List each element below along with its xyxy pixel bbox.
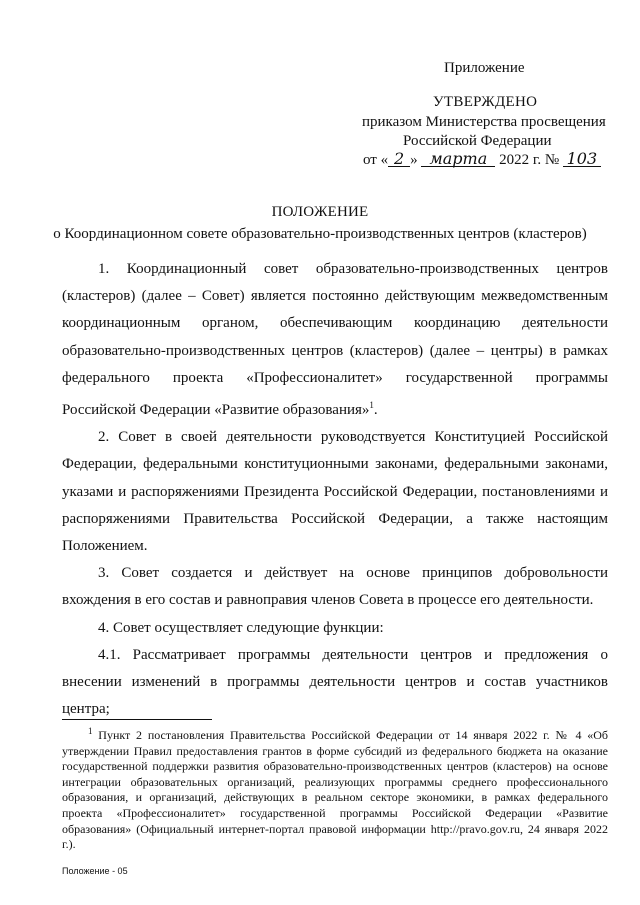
paragraph-1-text: 1. Координационный совет образовательно-производственных центров (кластеров) (далее – Совет) является постоянно действующим межведомственным координационным органом, обеспечивающим координацию деятельности образовательно-производственных центров (кластеров) (далее – центры) в рамках федерального проекта «Профессионалитет» государственной программы Российской Федерации «Развитие образования» <box>62 261 608 419</box>
order-issuer-line: приказом Министерства просвещения <box>362 114 606 130</box>
paragraph-4: 4. Совет осуществляет следующие функции: <box>98 619 384 636</box>
appendix-label: Приложение <box>444 60 525 76</box>
document-subtitle: о Координационном совете образовательно-производственных центров (кластеров) <box>53 226 587 242</box>
footnote <box>62 724 608 853</box>
approved-stamp-text: УТВЕРЖДЕНО <box>433 94 538 110</box>
footnote-separator <box>62 719 212 720</box>
footnote-reference: 1 <box>369 400 374 411</box>
paragraph-4-1: 4.1. Рассматривает программы деятельности центров и предложения о внесении изменений в программы деятельности центров и состав участников центра; <box>62 646 608 718</box>
date-year: 2022 г. № <box>499 152 560 168</box>
handwritten-month: марта <box>421 151 495 167</box>
handwritten-day: 2 <box>388 151 410 167</box>
footnote-mark: 1 <box>88 726 93 736</box>
date-mid: » <box>410 152 418 168</box>
order-issuer-country: Российской Федерации <box>403 133 552 149</box>
document-body <box>62 256 608 723</box>
paragraph-1: 1. Координационный совет образовательно-производственных центров (кластеров) (далее – Совет) является постоянно действующим межведомственным координационным органом, обеспечивающим координацию деятельности образовательно-производственных центров (кластеров) (далее – центры) в рамках федерального проекта «Профессионалитет» государственной программы Российской Федерации «Развитие образования»$^1$. <box>62 261 608 419</box>
paragraph-3: 3. Совет создается и действует на основе принципов добровольности вхождения в его состав и равноправия членов Совета в процессе его деятельности. <box>62 565 608 609</box>
paragraph-2: 2. Совет в своей деятельности руководствуется Конституцией Российской Федерации, федеральными конституционными законами, федеральными законами, указами и распоряжениями Президента Российской Федерации, постановлениями и распоряжениями Правительства Российской Федерации, а также настоящим Положением. <box>62 429 608 555</box>
page-footer: Положение - 05 <box>62 866 128 876</box>
handwritten-order-number: 103 <box>563 151 601 167</box>
footnote-text: Пункт 2 постановления Правительства Российской Федерации от 14 января 2022 г. № 4 «Об утверждении Правил предоставления грантов в форме субсидий из федерального бюджета на оказание государственной поддержки развития образовательно-производственных центров (кластеров) на основе интеграции образовательных организаций, реализующих программы среднего профессионального образования, и организаций, действующих в реальном секторе экономики, в рамках федерального проекта «Профессионалитет» государственной программы Российской Федерации «Развитие образования» (Официальный интернет-портал правовой информации http://pravo.gov.ru, 24 января 2022 г.). <box>62 728 609 852</box>
date-prefix: от « <box>363 152 389 168</box>
document-title: ПОЛОЖЕНИЕ <box>271 204 369 220</box>
order-date-line <box>363 151 601 169</box>
